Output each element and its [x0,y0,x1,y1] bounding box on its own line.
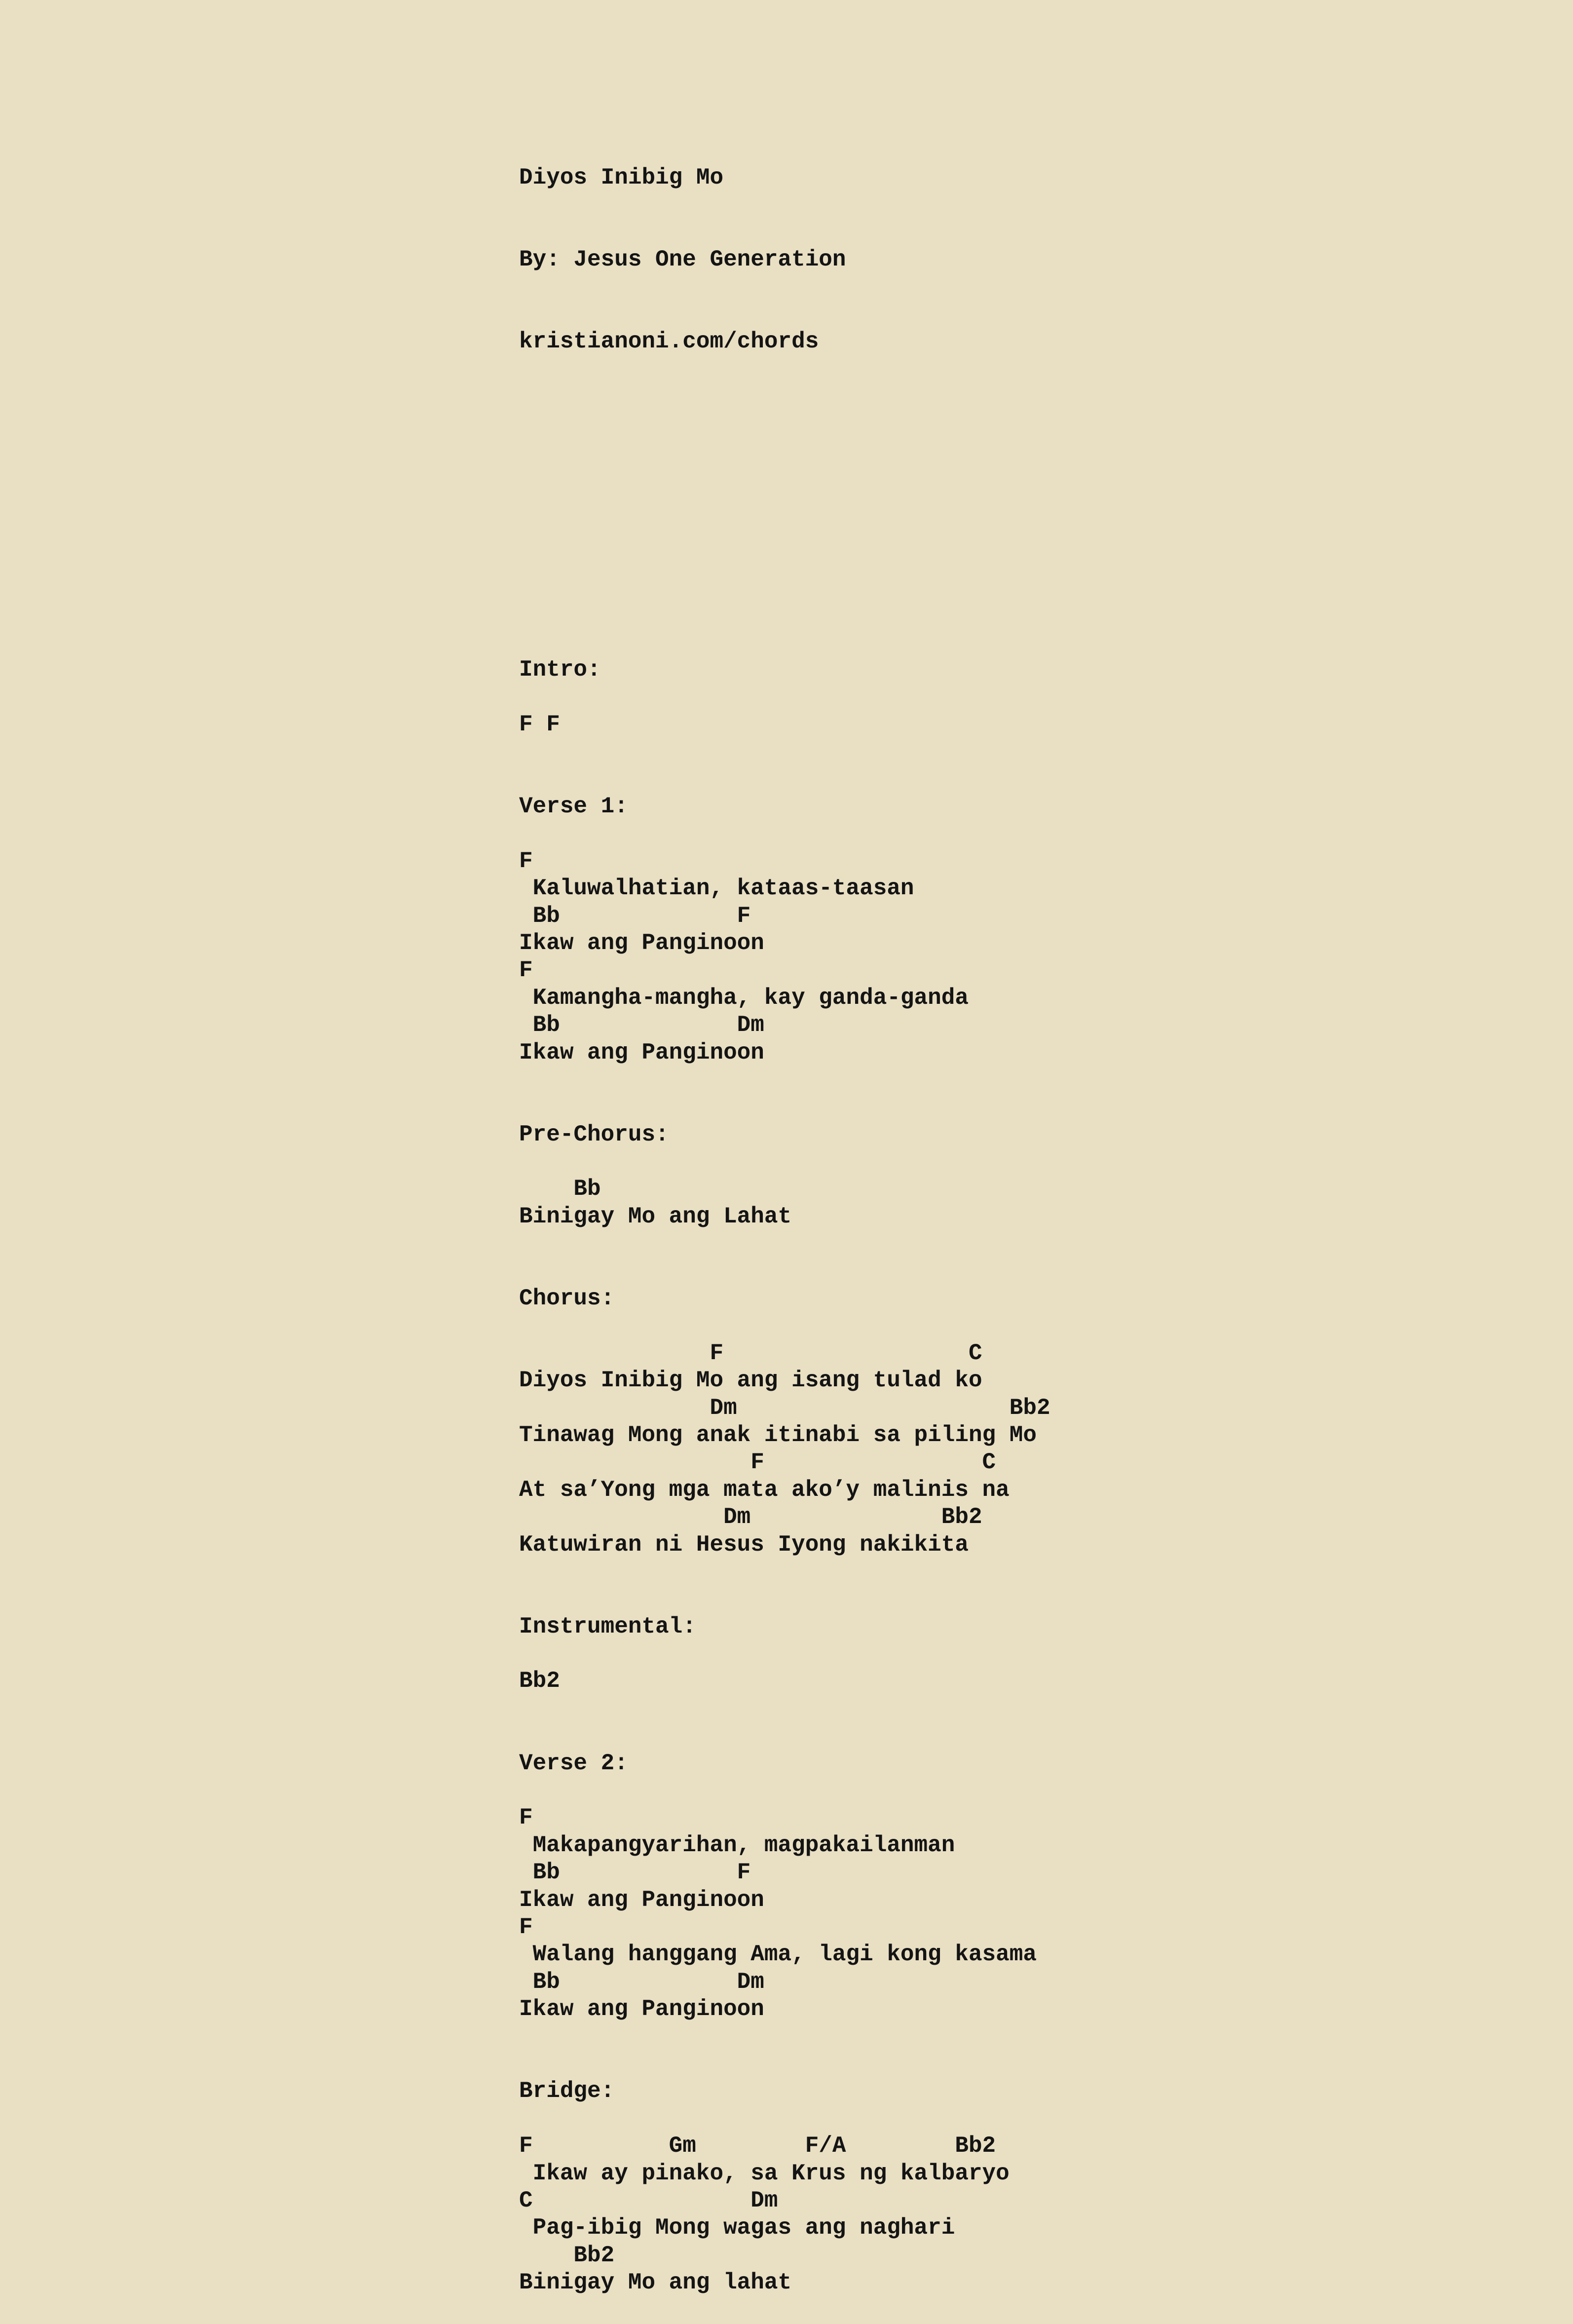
blank-line [519,684,1050,711]
blank-line [519,766,1050,793]
blank-line [519,1695,1050,1722]
blank-line [519,1586,1050,1613]
lyric-line: Katuwiran ni Hesus Iyong nakikita [519,1531,969,1558]
blank-line [519,2105,1050,2133]
blank-line [519,1559,1050,1586]
lyric-line: Tinawag Mong anak itinabi sa piling Mo [519,1422,1037,1448]
chord-line: Bb F [519,903,751,929]
blank-line [519,1258,1050,1285]
blank-line [519,410,1050,437]
blank-line [519,1148,1050,1176]
section-heading: Verse 2: [519,1750,628,1776]
lyric-line: At sa’Yong mga mata ako’y malinis na [519,1477,1010,1503]
chord-line: F [519,848,533,874]
chord-line: F [519,1914,533,1940]
lyric-line: Pag-ibig Mong wagas ang naghari [519,2215,955,2241]
lyric-line: Kamangha-mangha, kay ganda-ganda [519,985,969,1011]
song-sections [519,656,1050,2296]
section-heading: Intro: [519,657,601,683]
lyric-line: Walang hanggang Ama, lagi kong kasama [519,1942,1037,1968]
lyric-line: Ikaw ang Panginoon [519,1996,764,2022]
lyric-line: Makapangyarihan, magpakailanman [519,1832,955,1858]
section-heading: Chorus: [519,1286,615,1312]
blank-line [519,574,1050,602]
lyric-line: Ikaw ay pinako, sa Krus ng kalbaryo [519,2160,1010,2186]
chord-line: Bb Dm [519,1969,764,1995]
lyric-line: Diyos Inibig Mo ang isang tulad ko [519,1368,982,1394]
blank-line [519,1230,1050,1257]
lyric-line: Ikaw ang Panginoon [519,1887,764,1913]
chord-line: F C [519,1340,982,1366]
chord-line: Dm Bb2 [519,1395,1050,1421]
chord-line: C Dm [519,2187,778,2213]
chord-line: Bb [519,1176,601,1202]
lyric-line: Ikaw ang Panginoon [519,930,764,956]
blank-line [519,820,1050,847]
blank-line [519,1777,1050,1804]
section-heading: Pre-Chorus: [519,1121,669,1147]
lyric-line: Ikaw ang Panginoon [519,1039,764,1066]
chord-line: Bb2 [519,2242,615,2268]
chord-line: Bb Dm [519,1012,764,1038]
chord-line: Bb2 [519,1668,560,1694]
chord-line: Bb F [519,1860,751,1886]
chord-line: Dm Bb2 [519,1504,982,1530]
blank-line [519,1640,1050,1668]
song-title: Diyos Inibig Mo [519,164,724,190]
chord-line: F [519,957,533,984]
section-heading: Instrumental: [519,1613,696,1639]
section-heading: Bridge: [519,2078,615,2104]
chord-line: F C [519,1449,996,1476]
lyric-line: Binigay Mo ang Lahat [519,1203,792,1229]
blank-line [519,738,1050,765]
lyric-line: Kaluwalhatian, kataas-taasan [519,876,914,902]
song-artist: By: Jesus One Generation [519,247,846,273]
blank-line [519,1094,1050,1121]
blank-line [519,2023,1050,2051]
chord-line: F F [519,711,560,737]
lyric-line: Binigay Mo ang lahat [519,2270,792,2296]
blank-line [519,1312,1050,1339]
blank-line [519,493,1050,520]
song-source: kristianoni.com/chords [519,329,819,355]
section-heading: Verse 1: [519,793,628,819]
blank-line [519,2051,1050,2078]
blank-line [519,1067,1050,1094]
chord-sheet [519,110,1050,2324]
chord-line: F Gm F/A Bb2 [519,2133,996,2159]
chord-line: F [519,1805,533,1831]
blank-line [519,1722,1050,1750]
